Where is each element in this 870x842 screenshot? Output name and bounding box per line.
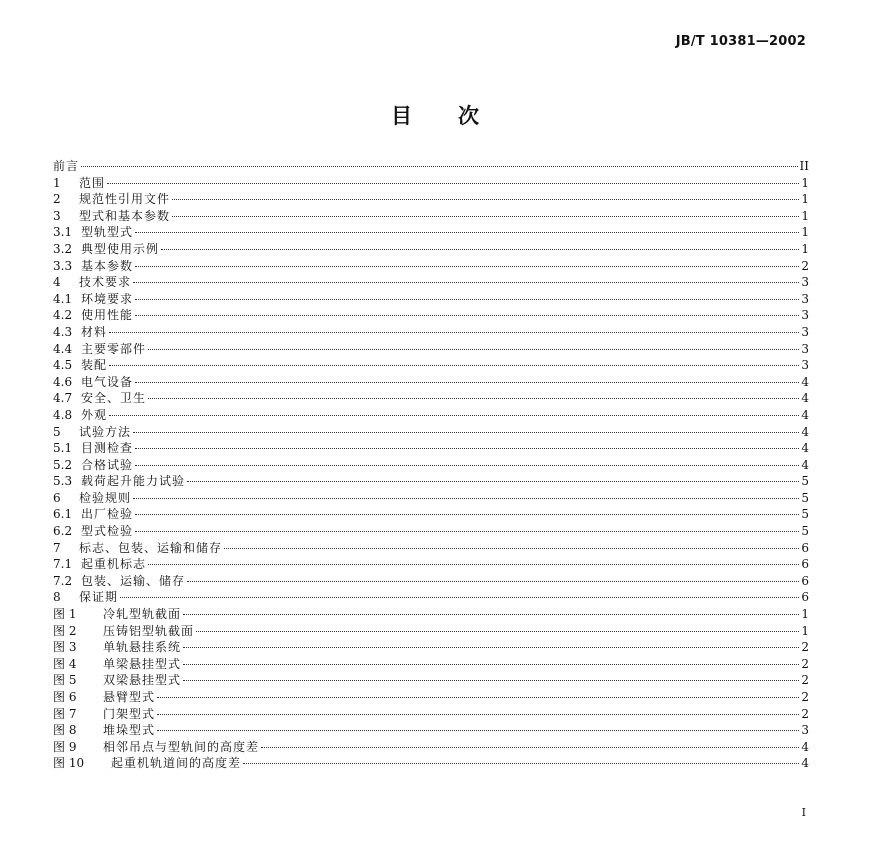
toc-entry-page: 6 [801, 540, 809, 555]
toc-entry[interactable] [53, 589, 809, 606]
toc-entry-label: 单梁悬挂型式 [103, 656, 182, 671]
toc-leader-dots [224, 548, 799, 549]
toc-leader-dots [183, 614, 799, 615]
toc-leader-dots [135, 514, 799, 515]
toc-leader-dots [135, 465, 799, 466]
toc-entry-page: II [799, 159, 809, 173]
toc-entry[interactable] [53, 357, 809, 374]
title-char-2: 次 [458, 104, 479, 128]
toc-leader-dots [109, 415, 799, 416]
toc-entry-page: 1 [801, 241, 809, 256]
toc-entry-number: 6 [53, 490, 61, 505]
toc-entry[interactable] [53, 374, 809, 391]
toc-entry-label: 安全、卫生 [81, 391, 147, 406]
toc-entry-page: 4 [801, 407, 809, 422]
toc-entry[interactable] [53, 689, 809, 706]
toc-entry-label: 起重机标志 [81, 557, 147, 572]
toc-entry-page: 5 [801, 507, 809, 522]
toc-entry[interactable] [53, 722, 809, 739]
toc-entry-number: 图 5 [53, 673, 77, 688]
toc-leader-dots [120, 597, 799, 598]
toc-entry-number: 3.1 [53, 225, 73, 240]
toc-leader-dots [109, 332, 799, 333]
toc-entry-page: 3 [801, 723, 809, 738]
toc-leader-dots [135, 531, 799, 532]
toc-entry[interactable] [53, 390, 809, 407]
toc-leader-dots [183, 680, 799, 681]
toc-entry-page: 4 [801, 424, 809, 439]
toc-entry-label: 检验规则 [79, 490, 132, 505]
toc-entry[interactable] [53, 490, 809, 507]
toc-entry-label: 载荷起升能力试验 [81, 474, 186, 489]
toc-entry[interactable] [53, 175, 809, 192]
toc-leader-dots [148, 349, 799, 350]
toc-entry-page: 5 [801, 474, 809, 489]
toc-entry-number: 图 7 [53, 706, 77, 721]
toc-entry-page: 3 [801, 308, 809, 323]
toc-entry[interactable] [53, 672, 809, 689]
toc-entry[interactable] [53, 706, 809, 723]
toc-entry[interactable] [53, 440, 809, 457]
toc-entry-number: 6.2 [53, 524, 73, 539]
toc-leader-dots [157, 730, 799, 731]
toc-entry-number: 6.1 [53, 507, 73, 522]
toc-entry[interactable] [53, 258, 809, 275]
toc-entry-number: 3.2 [53, 241, 73, 256]
toc-entry-number: 5.3 [53, 474, 73, 489]
toc-leader-dots [109, 365, 799, 366]
toc-entry-label: 型式检验 [81, 524, 134, 539]
toc-entry-page: 2 [801, 690, 809, 704]
toc-entry-number: 8 [53, 590, 61, 605]
toc-entry-label: 悬臂型式 [103, 690, 156, 704]
toc-entry-page: 2 [801, 673, 809, 688]
toc-entry[interactable] [53, 573, 809, 590]
toc-entry-label: 使用性能 [81, 308, 134, 323]
toc-entry-number: 图 1 [53, 607, 77, 622]
toc-entry-label: 外观 [81, 407, 108, 422]
toc-entry-label: 门架型式 [103, 706, 156, 721]
toc-entry-page: 1 [801, 607, 809, 622]
toc-entry-number: 4.6 [53, 374, 73, 389]
toc-entry-label: 型轨型式 [81, 225, 134, 240]
toc-leader-dots [135, 266, 799, 267]
toc-entry-number: 5.1 [53, 441, 73, 456]
toc-entry[interactable] [53, 639, 809, 656]
toc-entry-page: 3 [801, 291, 809, 306]
toc-leader-dots [135, 232, 799, 233]
toc-entry-page: 4 [801, 739, 809, 754]
toc-entry[interactable] [53, 208, 809, 225]
toc-leader-dots [196, 631, 799, 632]
toc-entry[interactable] [53, 623, 809, 640]
toc-entry-label: 电气设备 [81, 374, 134, 389]
toc-entry[interactable] [53, 158, 809, 175]
toc-leader-dots [161, 249, 799, 250]
toc-entry-page: 4 [801, 457, 809, 472]
toc-entry-label: 目测检查 [81, 441, 134, 456]
toc-entry[interactable] [53, 407, 809, 424]
toc-entry-label: 环境要求 [81, 291, 134, 306]
toc-entry-label: 主要零部件 [81, 341, 147, 356]
toc-entry[interactable] [53, 739, 809, 756]
toc-entry-number: 5 [53, 424, 61, 439]
toc-entry-page: 4 [801, 441, 809, 456]
toc-entry-number: 4.2 [53, 308, 73, 323]
toc-entry-number: 图 8 [53, 723, 77, 738]
toc-entry-label: 相邻吊点与型轨间的高度差 [103, 739, 260, 754]
toc-leader-dots [148, 398, 799, 399]
toc-entry[interactable] [53, 341, 809, 358]
toc-leader-dots [261, 747, 799, 748]
toc-leader-dots [133, 432, 799, 433]
toc-leader-dots [172, 216, 799, 217]
toc-leader-dots [135, 448, 799, 449]
toc-entry-page: 6 [801, 573, 809, 588]
table-of-contents [53, 158, 809, 772]
toc-leader-dots [157, 714, 799, 715]
toc-leader-dots [187, 481, 799, 482]
toc-entry-page: 3 [801, 275, 809, 290]
toc-entry[interactable] [53, 523, 809, 540]
toc-entry-label: 技术要求 [79, 275, 132, 290]
toc-entry-number: 7.1 [53, 557, 73, 572]
toc-entry-number: 4.8 [53, 407, 73, 422]
toc-entry[interactable] [53, 755, 809, 772]
toc-entry-label: 规范性引用文件 [79, 192, 171, 207]
toc-entry-number: 图 6 [53, 690, 77, 704]
toc-entry-label: 压铸铝型轨截面 [103, 623, 195, 638]
standard-code: JB/T 10381—2002 [675, 34, 806, 49]
toc-leader-dots [107, 183, 799, 184]
page-title [0, 100, 870, 130]
toc-entry-page: 4 [801, 374, 809, 389]
toc-leader-dots [135, 299, 799, 300]
toc-leader-dots [81, 166, 798, 167]
toc-entry-label: 材料 [81, 324, 108, 339]
toc-entry-label: 前言 [53, 159, 80, 173]
toc-entry[interactable] [53, 291, 809, 308]
toc-entry-label: 合格试验 [81, 457, 134, 472]
toc-entry[interactable] [53, 606, 809, 623]
toc-entry-number: 4.7 [53, 391, 73, 406]
toc-entry-number: 图 4 [53, 656, 77, 671]
toc-leader-dots [148, 564, 799, 565]
toc-entry-label: 双梁悬挂型式 [103, 673, 182, 688]
toc-entry-number: 2 [53, 192, 61, 207]
toc-entry[interactable] [53, 191, 809, 208]
toc-entry-number: 图 2 [53, 623, 77, 638]
toc-entry-page: 2 [801, 640, 809, 655]
toc-entry-label: 单轨悬挂系统 [103, 640, 182, 655]
toc-entry-number: 4.3 [53, 324, 73, 339]
toc-entry-number: 3 [53, 208, 61, 223]
toc-entry-number: 4.1 [53, 291, 73, 306]
toc-leader-dots [157, 697, 799, 698]
toc-entry-label: 起重机轨道间的高度差 [111, 756, 242, 771]
toc-leader-dots [135, 315, 799, 316]
toc-entry-number: 1 [53, 175, 61, 190]
toc-leader-dots [133, 282, 799, 283]
toc-entry-label: 标志、包装、运输和储存 [79, 540, 223, 555]
toc-entry-number: 4.5 [53, 358, 73, 373]
toc-leader-dots [187, 581, 799, 582]
title-char-1: 目 [391, 104, 412, 128]
toc-entry-label: 堆垛型式 [103, 723, 156, 738]
page-number: I [801, 806, 806, 819]
toc-entry-number: 3.3 [53, 258, 73, 273]
toc-entry-label: 保证期 [79, 590, 119, 605]
toc-entry[interactable] [53, 457, 809, 474]
toc-entry-page: 2 [801, 258, 809, 273]
toc-entry-label: 装配 [81, 358, 108, 373]
toc-entry-page: 1 [801, 623, 809, 638]
toc-entry-label: 典型使用示例 [81, 241, 160, 256]
toc-entry-label: 包装、运输、储存 [81, 573, 186, 588]
toc-entry-page: 4 [801, 391, 809, 406]
toc-entry-label: 出厂检验 [81, 507, 134, 522]
toc-entry-page: 6 [801, 557, 809, 572]
toc-entry-number: 7.2 [53, 573, 73, 588]
toc-entry-page: 3 [801, 324, 809, 339]
toc-entry[interactable] [53, 324, 809, 341]
toc-leader-dots [135, 382, 799, 383]
toc-entry-page: 2 [801, 656, 809, 671]
toc-leader-dots [183, 664, 799, 665]
toc-leader-dots [243, 763, 799, 764]
toc-entry-label: 型式和基本参数 [79, 208, 171, 223]
toc-entry-page: 5 [801, 490, 809, 505]
toc-entry-number: 7 [53, 540, 61, 555]
toc-entry[interactable] [53, 540, 809, 557]
toc-entry[interactable] [53, 307, 809, 324]
toc-entry-label: 范围 [79, 175, 106, 190]
toc-entry-label: 试验方法 [79, 424, 132, 439]
toc-entry[interactable] [53, 241, 809, 258]
toc-entry-page: 6 [801, 590, 809, 605]
toc-entry-label: 冷轧型轨截面 [103, 607, 182, 622]
toc-entry-page: 1 [801, 225, 809, 240]
toc-entry-page: 1 [801, 175, 809, 190]
toc-entry-page: 1 [801, 208, 809, 223]
toc-entry[interactable] [53, 506, 809, 523]
toc-entry-number: 图 10 [53, 756, 85, 771]
toc-entry[interactable] [53, 473, 809, 490]
toc-entry-number: 图 3 [53, 640, 77, 655]
toc-entry[interactable] [53, 424, 809, 441]
toc-entry-page: 1 [801, 192, 809, 207]
toc-leader-dots [133, 498, 799, 499]
toc-entry-page: 4 [801, 756, 809, 771]
toc-entry-page: 5 [801, 524, 809, 539]
toc-entry[interactable] [53, 224, 809, 241]
toc-entry[interactable] [53, 656, 809, 673]
toc-entry-number: 5.2 [53, 457, 73, 472]
toc-entry-number: 图 9 [53, 739, 77, 754]
toc-entry[interactable] [53, 274, 809, 291]
toc-entry-number: 4 [53, 275, 61, 290]
toc-entry-number: 4.4 [53, 341, 73, 356]
toc-entry-page: 3 [801, 358, 809, 373]
toc-leader-dots [172, 199, 799, 200]
toc-entry[interactable] [53, 556, 809, 573]
toc-entry-label: 基本参数 [81, 258, 134, 273]
toc-entry-page: 2 [801, 706, 809, 721]
toc-leader-dots [183, 647, 799, 648]
toc-entry-page: 3 [801, 341, 809, 356]
